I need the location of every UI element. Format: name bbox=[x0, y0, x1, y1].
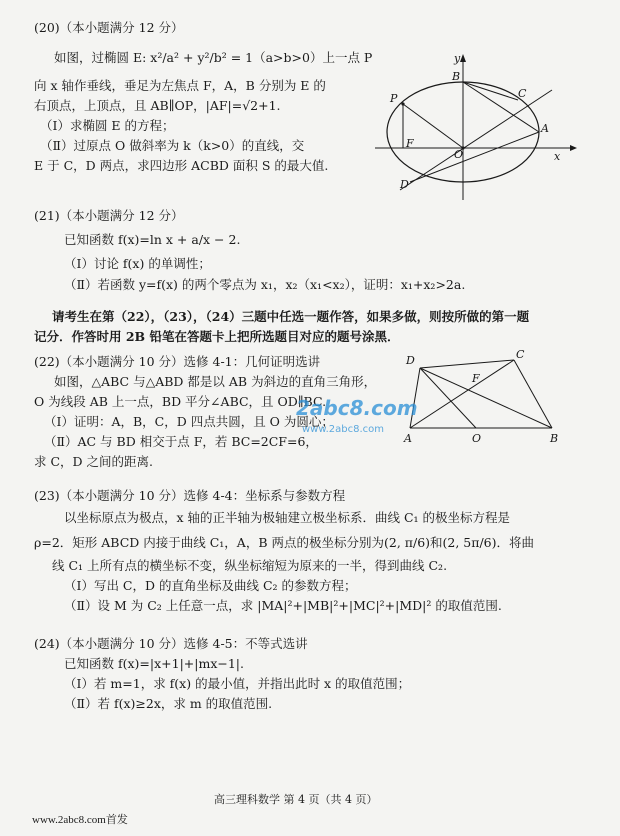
q23-part2: （Ⅱ）设 M 为 C₂ 上任意一点，求 |MA|²+|MB|²+|MC|²+|MD|² 的取值范围. bbox=[64, 598, 502, 613]
notice-line2: 记分．作答时用 2B 铅笔在答题卡上把所选题目对应的题号涂黑． bbox=[34, 329, 400, 344]
q20-line1: 如图，过椭圆 E: x²/a² + y²/b² = 1（a>b>0）上一点 P bbox=[54, 50, 373, 65]
fig20-label-F: F bbox=[406, 137, 414, 150]
q24-part2: （Ⅱ）若 f(x)≥2x，求 m 的取值范围. bbox=[64, 696, 273, 711]
fig20-label-D: D bbox=[400, 178, 409, 191]
q21-header: (21)（本小题满分 12 分） bbox=[34, 208, 184, 223]
watermark-url: www.2abc8.com bbox=[302, 424, 385, 435]
q20-line3: 右顶点，上顶点，且 AB∥OP，|AF|=√2+1. bbox=[34, 98, 281, 113]
q23-line1: 以坐标原点为极点，x 轴的正半轴为极轴建立极坐标系．曲线 C₁ 的极坐标方程是 bbox=[64, 510, 511, 525]
fig22-label-A: A bbox=[404, 432, 412, 445]
q20-header: (20)（本小题满分 12 分） bbox=[34, 20, 184, 35]
fig22-label-O: O bbox=[472, 432, 482, 445]
q20-part1: （Ⅰ）求椭圆 E 的方程； bbox=[40, 118, 175, 133]
segment-AD bbox=[410, 132, 539, 182]
q21-line1: 已知函数 f(x)=ln x + a/x − 2. bbox=[64, 232, 241, 247]
q22-part2a: （Ⅱ）AC 与 BD 相交于点 F，若 BC=2CF=6， bbox=[44, 434, 318, 449]
fig22-label-C: C bbox=[516, 348, 525, 361]
q20-part2a: （Ⅱ）过原点 O 做斜率为 k（k>0）的直线，交 bbox=[40, 138, 305, 153]
q23-header: (23)（本小题满分 10 分）选修 4-4：坐标系与参数方程 bbox=[34, 488, 346, 503]
segment-DB bbox=[420, 368, 552, 428]
notice-line1: 请考生在第（22），（23），（24）三题中任选一题作答，如果多做，则按所做的第一题 bbox=[52, 309, 530, 324]
segment-AB bbox=[463, 82, 539, 132]
q23-line2: ρ=2．矩形 ABCD 内接于曲线 C₁，A，B 两点的极坐标分别为(2, π/6)和(2, 5π/6)．将曲 bbox=[34, 535, 535, 550]
q23-part1: （Ⅰ）写出 C，D 的直角坐标及曲线 C₂ 的参数方程； bbox=[64, 578, 357, 593]
q24-part1: （Ⅰ）若 m=1，求 f(x) 的最小值，并指出此时 x 的取值范围； bbox=[64, 676, 411, 691]
triangle-figure bbox=[400, 350, 570, 445]
fig20-label-B: B bbox=[452, 70, 461, 83]
ellipse-figure bbox=[370, 50, 580, 200]
segment-DO bbox=[420, 368, 476, 428]
q20-line2: 向 x 轴作垂线，垂足为左焦点 F，A，B 分别为 E 的 bbox=[34, 78, 326, 93]
y-axis-arrow bbox=[460, 54, 466, 62]
segment-DC bbox=[420, 360, 514, 368]
q22-part2b: 求 C，D 之间的距离. bbox=[34, 454, 154, 469]
q20-part2b: E 于 C，D 两点，求四边形 ACBD 面积 S 的最大值. bbox=[34, 158, 329, 173]
fig22-label-B: B bbox=[550, 432, 559, 445]
q22-line2: O 为线段 AB 上一点，BD 平分∠ABC，且 OD∥BC. bbox=[34, 394, 327, 409]
site-credit: www.2abc8.com首发 bbox=[32, 814, 128, 826]
q23-line3: 线 C₁ 上所有点的横坐标不变，纵坐标缩短为原来的一半，得到曲线 C₂. bbox=[52, 558, 448, 573]
page-footer: 高三理科数学 第 4 页（共 4 页） bbox=[214, 793, 378, 806]
fig20-label-C: C bbox=[518, 87, 527, 100]
segment-CB bbox=[514, 360, 552, 428]
q24-header: (24)（本小题满分 10 分）选修 4-5：不等式选讲 bbox=[34, 636, 308, 651]
q24-line1: 已知函数 f(x)=|x+1|+|mx−1|. bbox=[64, 656, 244, 671]
fig20-label-y: y bbox=[454, 52, 461, 65]
fig20-label-x: x bbox=[554, 150, 561, 163]
fig20-label-O: O bbox=[454, 148, 464, 161]
fig22-label-D: D bbox=[406, 354, 415, 367]
q21-part2: （Ⅱ）若函数 y=f(x) 的两个零点为 x₁，x₂（x₁<x₂），证明：x₁+x₂>2a. bbox=[64, 277, 466, 292]
q22-line1: 如图，△ABC 与△ABD 都是以 AB 为斜边的直角三角形， bbox=[54, 374, 377, 389]
fig20-label-P: P bbox=[390, 92, 398, 105]
fig22-label-F: F bbox=[472, 372, 480, 385]
x-axis-arrow bbox=[570, 145, 577, 151]
q22-header: (22)（本小题满分 10 分）选修 4-1：几何证明选讲 bbox=[34, 354, 321, 369]
watermark-logo: 2abc8.com bbox=[296, 396, 418, 420]
line-CD bbox=[400, 90, 552, 190]
q22-part1: （Ⅰ）证明：A，B，C，D 四点共圆，且 O 为圆心； bbox=[44, 414, 334, 429]
fig20-label-A: A bbox=[541, 122, 549, 135]
q21-part1: （Ⅰ）讨论 f(x) 的单调性； bbox=[64, 256, 211, 271]
